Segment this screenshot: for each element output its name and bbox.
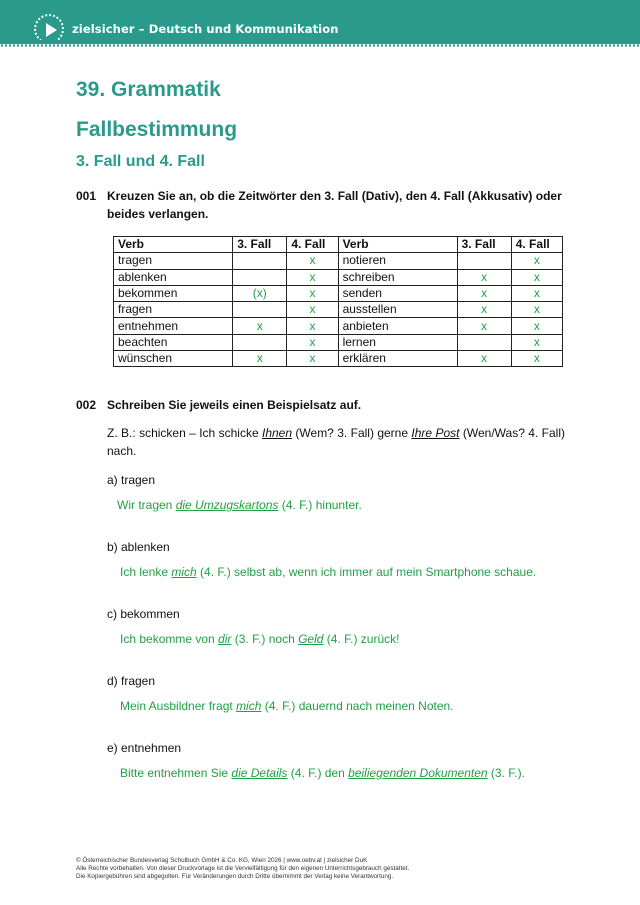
header-dot xyxy=(73,44,75,46)
subtopic-heading: 3. Fall und 4. Fall xyxy=(76,153,205,170)
header-dot xyxy=(309,44,311,46)
table-row xyxy=(114,334,563,350)
header-dot xyxy=(409,44,411,46)
header-dot xyxy=(329,44,331,46)
column-header: 4. Fall xyxy=(511,237,562,253)
header-dot xyxy=(197,44,199,46)
header-dot xyxy=(229,44,231,46)
header-dot xyxy=(365,44,367,46)
dative-mark xyxy=(233,253,287,269)
answer-text: (4. F.) hinunter. xyxy=(278,498,362,512)
header-dot xyxy=(85,44,87,46)
header-dot xyxy=(193,44,195,46)
accusative-mark: x xyxy=(511,351,562,367)
header-dot xyxy=(49,44,51,46)
verb-cell: tragen xyxy=(114,253,233,269)
header-dot xyxy=(573,44,575,46)
header-dot xyxy=(401,44,403,46)
header-dot xyxy=(429,44,431,46)
header-dot xyxy=(453,44,455,46)
header-dot xyxy=(165,44,167,46)
question-label-b: b) ablenken xyxy=(107,540,170,554)
header-dot xyxy=(177,44,179,46)
header-dot xyxy=(449,44,451,46)
header-dot xyxy=(561,44,563,46)
header-dot xyxy=(497,44,499,46)
header-dot xyxy=(1,44,3,46)
accusative-mark: x xyxy=(511,334,562,350)
header-dot xyxy=(345,44,347,46)
header-dot xyxy=(369,44,371,46)
header-dot xyxy=(241,44,243,46)
header-dot xyxy=(253,44,255,46)
column-header: 4. Fall xyxy=(287,237,338,253)
dative-mark: x xyxy=(457,285,511,301)
answer-underlined: mich xyxy=(171,565,197,579)
header-dot xyxy=(381,44,383,46)
dative-mark xyxy=(233,269,287,285)
footer-copyright xyxy=(76,857,409,881)
header-dot xyxy=(269,44,271,46)
header-dot xyxy=(189,44,191,46)
task-number-2: 002 xyxy=(76,398,97,412)
example-sentence xyxy=(107,424,565,460)
header-dot xyxy=(317,44,319,46)
header-dot xyxy=(289,44,291,46)
dative-mark: x xyxy=(457,269,511,285)
header-dot xyxy=(385,44,387,46)
accusative-mark: x xyxy=(287,253,338,269)
header-dot xyxy=(377,44,379,46)
header-dot xyxy=(41,44,43,46)
header-dot xyxy=(589,44,591,46)
dative-mark xyxy=(233,334,287,350)
header-dot xyxy=(305,44,307,46)
header-dot xyxy=(521,44,523,46)
instruction-line: Kreuzen Sie an, ob die Zeitwörter den 3. Fall (Dativ), den 4. Fall (Akkusativ) oder xyxy=(107,189,562,203)
header-dot xyxy=(613,44,615,46)
question-label-c: c) bekommen xyxy=(107,607,180,621)
accusative-mark: x xyxy=(287,302,338,318)
header-dot xyxy=(441,44,443,46)
header-dot xyxy=(17,44,19,46)
header-dot xyxy=(161,44,163,46)
header-dot xyxy=(69,44,71,46)
answer-text: Mein Ausbildner fragt xyxy=(120,699,237,713)
header-dot xyxy=(529,44,531,46)
column-header: 3. Fall xyxy=(233,237,287,253)
header-dot xyxy=(437,44,439,46)
answer-underlined: die Details xyxy=(231,766,288,780)
header-dot xyxy=(221,44,223,46)
verb-cell: ausstellen xyxy=(338,302,457,318)
header-dot xyxy=(525,44,527,46)
header-dot xyxy=(553,44,555,46)
header-dot xyxy=(213,44,215,46)
header-dot xyxy=(481,44,483,46)
header-dot xyxy=(445,44,447,46)
example-underlined: Ihre Post xyxy=(411,426,460,440)
header-dot xyxy=(97,44,99,46)
answer-c xyxy=(120,632,399,646)
dative-mark xyxy=(233,302,287,318)
header-dot xyxy=(265,44,267,46)
footer-line: © Österreichischer Bundesverlag Schulbuch GmbH & Co. KG, Wien 2026 | www.oebv.at | zielsicher DuK xyxy=(76,857,368,864)
header-dot xyxy=(297,44,299,46)
verb-cell: erklären xyxy=(338,351,457,367)
header-dot xyxy=(421,44,423,46)
answer-d xyxy=(120,699,454,713)
answer-b xyxy=(120,565,536,579)
header-dot xyxy=(293,44,295,46)
header-dot xyxy=(473,44,475,46)
answer-text: (4. F.) den xyxy=(287,766,349,780)
header-dot xyxy=(101,44,103,46)
header-dot xyxy=(617,44,619,46)
verb-cell: anbieten xyxy=(338,318,457,334)
table-row xyxy=(114,253,563,269)
header-dot xyxy=(113,44,115,46)
table-row xyxy=(114,285,563,301)
header-dot xyxy=(133,44,135,46)
header-dot xyxy=(637,44,639,46)
header-dot xyxy=(93,44,95,46)
dative-mark: (x) xyxy=(233,285,287,301)
header-dot xyxy=(33,44,35,46)
header-dot xyxy=(621,44,623,46)
answer-underlined: mich xyxy=(236,699,262,713)
answer-text: (4. F.) selbst ab, wenn ich immer auf mein Smartphone schaue. xyxy=(196,565,537,579)
header-dot xyxy=(629,44,631,46)
task-instruction-2: Schreiben Sie jeweils einen Beispielsatz auf. xyxy=(107,398,362,412)
header-dot xyxy=(285,44,287,46)
header-dot xyxy=(557,44,559,46)
header-dot xyxy=(57,44,59,46)
header-title: zielsicher – Deutsch und Kommunikation xyxy=(72,22,339,36)
header-dot xyxy=(321,44,323,46)
example-text: (Wen/Was? 4. Fall) nach. xyxy=(107,426,565,458)
header-dot xyxy=(513,44,515,46)
header-dot xyxy=(593,44,595,46)
answer-underlined: die Umzugskartons xyxy=(175,498,279,512)
task-instruction-1 xyxy=(107,187,577,223)
header-dot xyxy=(65,44,67,46)
header-dot xyxy=(157,44,159,46)
header-dot xyxy=(125,44,127,46)
header-dot xyxy=(333,44,335,46)
answer-e xyxy=(120,766,525,780)
header-dot xyxy=(577,44,579,46)
task-number-1: 001 xyxy=(76,189,97,203)
verb-cell: entnehmen xyxy=(114,318,233,334)
answer-text: Wir tragen xyxy=(117,498,176,512)
header-dot xyxy=(137,44,139,46)
example-underlined: Ihnen xyxy=(262,426,293,440)
header-dot xyxy=(373,44,375,46)
header-dot xyxy=(277,44,279,46)
dative-mark xyxy=(457,334,511,350)
answer-text: (4. F.) dauernd nach meinen Noten. xyxy=(261,699,454,713)
question-label-d: d) fragen xyxy=(107,674,156,688)
header-dot xyxy=(565,44,567,46)
accusative-mark: x xyxy=(287,269,338,285)
instruction-line: beides verlangen. xyxy=(107,207,209,221)
header-dot xyxy=(129,44,131,46)
answer-underlined: dir xyxy=(218,632,232,646)
header-dot xyxy=(405,44,407,46)
table-row xyxy=(114,302,563,318)
header-dot xyxy=(457,44,459,46)
header-dot xyxy=(597,44,599,46)
header-dot xyxy=(13,44,15,46)
header-dot xyxy=(153,44,155,46)
answer-text: Ich lenke xyxy=(120,565,172,579)
verb-cell: bekommen xyxy=(114,285,233,301)
header-dot xyxy=(209,44,211,46)
accusative-mark: x xyxy=(287,285,338,301)
header-dot xyxy=(173,44,175,46)
header-dot xyxy=(469,44,471,46)
header-dot xyxy=(37,44,39,46)
header-dot xyxy=(633,44,635,46)
header-dot xyxy=(393,44,395,46)
verb-cell: beachten xyxy=(114,334,233,350)
header-dot xyxy=(145,44,147,46)
accusative-mark: x xyxy=(511,318,562,334)
header-dot xyxy=(257,44,259,46)
header-dot xyxy=(357,44,359,46)
header-dot xyxy=(109,44,111,46)
table-row xyxy=(114,269,563,285)
dative-mark xyxy=(457,253,511,269)
header-dot xyxy=(313,44,315,46)
header-dot xyxy=(477,44,479,46)
topic-heading: Fallbestimmung xyxy=(76,118,238,141)
header-dot xyxy=(417,44,419,46)
header-dot xyxy=(509,44,511,46)
header-dot xyxy=(549,44,551,46)
header-dot xyxy=(505,44,507,46)
answer-a xyxy=(117,498,362,512)
header-dot xyxy=(361,44,363,46)
header-dot xyxy=(625,44,627,46)
header-dot xyxy=(545,44,547,46)
verb-cell: fragen xyxy=(114,302,233,318)
dative-mark: x xyxy=(233,351,287,367)
header-dot xyxy=(389,44,391,46)
answer-text: Bitte entnehmen Sie xyxy=(120,766,232,780)
header-dot xyxy=(105,44,107,46)
column-header: Verb xyxy=(338,237,457,253)
header-dot xyxy=(601,44,603,46)
header-dot xyxy=(233,44,235,46)
header-dot xyxy=(225,44,227,46)
header-dot xyxy=(77,44,79,46)
accusative-mark: x xyxy=(287,334,338,350)
header-dot xyxy=(89,44,91,46)
header-dot xyxy=(461,44,463,46)
header-dot xyxy=(29,44,31,46)
header-dot xyxy=(413,44,415,46)
chapter-heading: 39. Grammatik xyxy=(76,78,221,101)
header-dot xyxy=(605,44,607,46)
header-dot xyxy=(181,44,183,46)
header-dot xyxy=(485,44,487,46)
accusative-mark: x xyxy=(511,302,562,318)
verb-cell: notieren xyxy=(338,253,457,269)
header-dot xyxy=(489,44,491,46)
question-label-a: a) tragen xyxy=(107,473,156,487)
header-dot xyxy=(433,44,435,46)
header-dot xyxy=(533,44,535,46)
column-header: Verb xyxy=(114,237,233,253)
header-band xyxy=(0,0,640,44)
header-dot xyxy=(141,44,143,46)
header-dot xyxy=(541,44,543,46)
header-dot xyxy=(249,44,251,46)
header-dot xyxy=(569,44,571,46)
header-dot xyxy=(117,44,119,46)
dative-mark: x xyxy=(233,318,287,334)
header-dot xyxy=(353,44,355,46)
question-label-e: e) entnehmen xyxy=(107,741,182,755)
answer-underlined: Geld xyxy=(298,632,324,646)
header-dot xyxy=(537,44,539,46)
header-dot xyxy=(25,44,27,46)
dative-mark: x xyxy=(457,318,511,334)
example-text: Z. B.: schicken – Ich schicke xyxy=(107,426,262,440)
header-dot xyxy=(149,44,151,46)
header-dot xyxy=(425,44,427,46)
header-dot xyxy=(81,44,83,46)
header-dot xyxy=(121,44,123,46)
header-dot xyxy=(5,44,7,46)
header-dot xyxy=(501,44,503,46)
header-dot xyxy=(581,44,583,46)
verb-cell: ablenken xyxy=(114,269,233,285)
header-dot xyxy=(341,44,343,46)
answer-text: Ich bekomme von xyxy=(120,632,219,646)
header-dot xyxy=(245,44,247,46)
header-dot xyxy=(237,44,239,46)
example-text: (Wem? 3. Fall) gerne xyxy=(292,426,412,440)
header-dot xyxy=(217,44,219,46)
accusative-mark: x xyxy=(287,351,338,367)
header-dot xyxy=(301,44,303,46)
accusative-mark: x xyxy=(287,318,338,334)
header-dot xyxy=(325,44,327,46)
header-dot xyxy=(53,44,55,46)
accusative-mark: x xyxy=(511,285,562,301)
header-dot xyxy=(201,44,203,46)
header-dot xyxy=(397,44,399,46)
header-dot xyxy=(273,44,275,46)
header-dot xyxy=(205,44,207,46)
verb-case-table xyxy=(113,236,563,367)
verb-cell: senden xyxy=(338,285,457,301)
header-dot xyxy=(349,44,351,46)
header-dot xyxy=(169,44,171,46)
header-dot xyxy=(517,44,519,46)
answer-text: (3. F.). xyxy=(487,766,525,780)
answer-text: (4. F.) zurück! xyxy=(323,632,400,646)
verb-cell: schreiben xyxy=(338,269,457,285)
footer-line: Alle Rechte vorbehalten. Von dieser Druckvorlage ist die Vervielfältigung für den eigenen Unterrichtsgebrauch gestattet. xyxy=(76,865,410,872)
header-dot xyxy=(45,44,47,46)
verb-cell: wünschen xyxy=(114,351,233,367)
header-dot xyxy=(21,44,23,46)
header-dot xyxy=(61,44,63,46)
header-dot xyxy=(585,44,587,46)
dative-mark: x xyxy=(457,351,511,367)
table-header-row xyxy=(114,237,563,253)
answer-text: (3. F.) noch xyxy=(231,632,299,646)
header-dotted-edge xyxy=(0,40,640,48)
header-dot xyxy=(493,44,495,46)
header-dot xyxy=(185,44,187,46)
accusative-mark: x xyxy=(511,253,562,269)
header-dot xyxy=(465,44,467,46)
column-header: 3. Fall xyxy=(457,237,511,253)
header-dot xyxy=(609,44,611,46)
header-dot xyxy=(9,44,11,46)
table-row xyxy=(114,318,563,334)
header-dot xyxy=(337,44,339,46)
verb-cell: lernen xyxy=(338,334,457,350)
dative-mark: x xyxy=(457,302,511,318)
table-row xyxy=(114,351,563,367)
footer-line: Die Kopiergebühren sind abgegolten. Für Veränderungen durch Dritte übernimmt der Verlag keine Verantwortung. xyxy=(76,873,394,880)
header-dot xyxy=(281,44,283,46)
accusative-mark: x xyxy=(511,269,562,285)
answer-underlined: beiliegenden Dokumenten xyxy=(348,766,488,780)
header-dot xyxy=(261,44,263,46)
